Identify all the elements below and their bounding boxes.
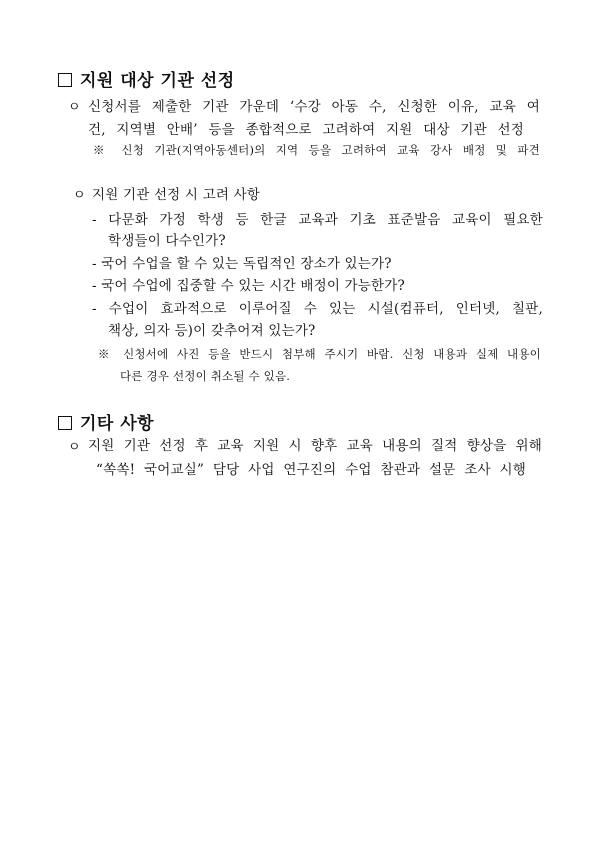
note-line: 다른 경우 선정이 취소될 수 있음. <box>120 369 291 383</box>
criteria-line: - 수업이 효과적으로 이루어질 수 있는 시설(컴퓨터, 인터넷, 칠판, <box>92 301 543 317</box>
criteria-line: - 국어 수업에 집중할 수 있는 시간 배정이 가능한가? <box>92 278 405 294</box>
paragraph-line: 지원 기관 선정 후 교육 지원 시 향후 교육 내용의 질적 향상을 위해 <box>88 438 542 454</box>
paragraph-line: 건, 지역별 안배’ 등을 종합적으로 고려하여 지원 대상 기관 선정 <box>88 122 524 138</box>
subsection-title: 지원 기관 선정 시 고려 사항 <box>92 187 261 203</box>
checkbox-square-icon <box>58 73 72 87</box>
section-heading-text: 기타 사항 <box>80 414 155 434</box>
note-line: ※ 신청서에 사진 등을 반드시 첨부해 주시기 바람. 신청 내용과 실제 내용이 <box>98 347 541 361</box>
paragraph-line: “쏙쏙! 국어교실” 담당 사업 연구진의 수업 참관과 설문 조사 시행 <box>96 462 526 478</box>
criteria-line: - 다문화 가정 학생 등 한글 교육과 기초 표준발음 교육이 필요한 <box>92 212 543 228</box>
criteria-line: 학생들이 다수인가? <box>108 233 226 249</box>
circle-bullet-icon: ㅇ <box>68 440 81 455</box>
circle-bullet-icon: ㅇ <box>68 100 81 115</box>
criteria-line: - 국어 수업을 할 수 있는 독립적인 장소가 있는가? <box>92 256 392 272</box>
criteria-line: 책상, 의자 등)이 갖추어져 있는가? <box>108 323 316 339</box>
note-line: ※ 신청 기관(지역아동센터)의 지역 등을 고려하여 교육 강사 배정 및 파견 <box>93 143 540 157</box>
section-heading-other <box>58 409 154 434</box>
checkbox-square-icon <box>58 416 72 430</box>
paragraph-line: 신청서를 제출한 기관 가운데 ‘수강 아동 수, 신청한 이유, 교육 여 <box>88 99 540 115</box>
section-heading-text: 지원 대상 기관 선정 <box>80 71 235 91</box>
circle-bullet-icon: ㅇ <box>73 188 86 203</box>
section-heading-selection <box>58 66 235 91</box>
